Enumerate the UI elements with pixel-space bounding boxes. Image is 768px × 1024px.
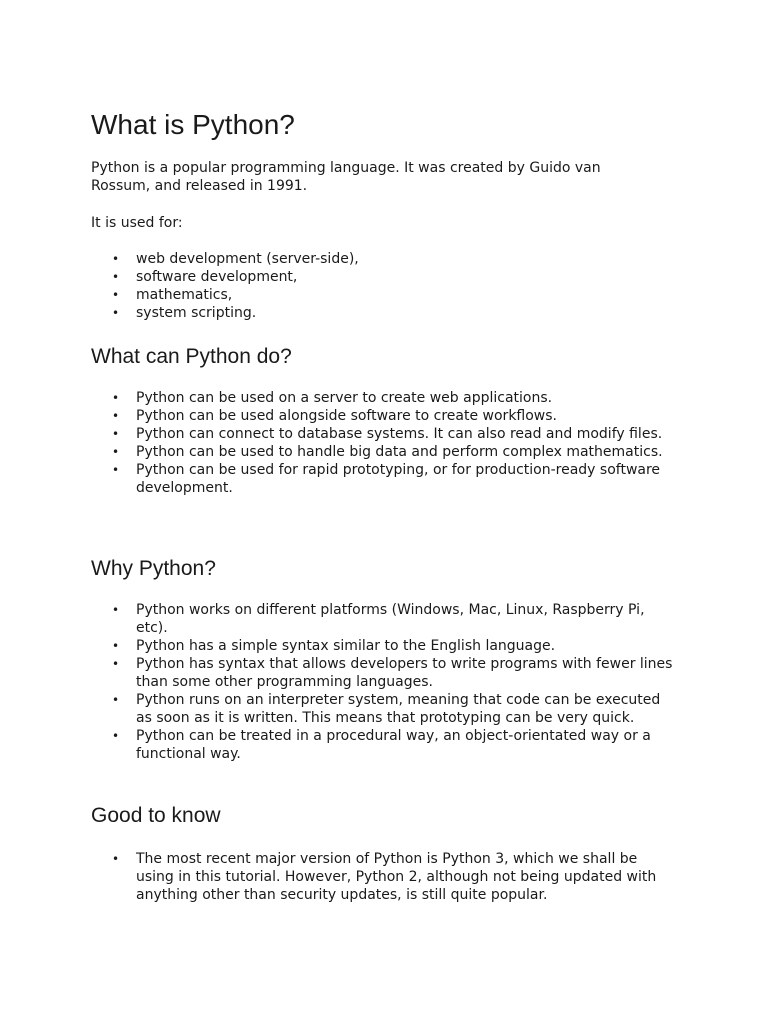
- section-heading-good-to-know: Good to know: [91, 804, 221, 827]
- list-item-text: mathematics,: [136, 287, 233, 303]
- list-item-text: The most recent major version of Python is Python 3, which we shall be using in this tutorial. However, Python 2, although not being updated with anything other than security updates, is still quite popular.: [136, 851, 657, 903]
- list-item-text: Python has syntax that allows developers to write programs with fewer lines than some other programming languages.: [136, 656, 673, 690]
- bullet-icon: •: [112, 270, 120, 284]
- can-do-list: [91, 389, 691, 497]
- list-item: [91, 425, 676, 443]
- list-item-text: software development,: [136, 269, 298, 285]
- list-item-text: Python can be used to handle big data and perform complex mathematics.: [136, 444, 663, 460]
- bullet-icon: •: [112, 409, 120, 423]
- used-for-label: It is used for:: [91, 215, 183, 231]
- bullet-icon: •: [112, 729, 120, 743]
- list-item-text: Python can be used for rapid prototyping, or for production-ready software development.: [136, 462, 661, 496]
- list-item: [91, 443, 676, 461]
- list-item-text: Python can be used on a server to create web applications.: [136, 390, 553, 406]
- intro-paragraph: Python is a popular programming language. It was created by Guido van Rossum, and released in 1991.: [91, 160, 601, 194]
- bullet-icon: •: [112, 603, 120, 617]
- list-item-text: web development (server-side),: [136, 251, 359, 267]
- page-title: What is Python?: [91, 109, 295, 140]
- list-item: [91, 286, 676, 304]
- list-item: [91, 601, 676, 637]
- bullet-icon: •: [112, 639, 120, 653]
- list-item-text: Python has a simple syntax similar to the English language.: [136, 638, 556, 654]
- bullet-icon: •: [112, 288, 120, 302]
- list-item: [91, 250, 676, 268]
- section-heading-why: Why Python?: [91, 557, 216, 580]
- why-list: [91, 601, 691, 763]
- list-item-text: system scripting.: [136, 305, 257, 321]
- list-item: [91, 268, 676, 286]
- list-item-text: Python can be treated in a procedural way, an object-orientated way or a functional way.: [136, 728, 651, 762]
- good-to-know-list: [91, 850, 691, 904]
- bullet-icon: •: [112, 306, 120, 320]
- list-item: [91, 637, 676, 655]
- list-item: [91, 304, 676, 322]
- list-item: [91, 727, 676, 763]
- list-item: [91, 691, 676, 727]
- bullet-icon: •: [112, 252, 120, 266]
- list-item: [91, 655, 676, 691]
- list-item-text: Python can be used alongside software to create workflows.: [136, 408, 557, 424]
- bullet-icon: •: [112, 852, 120, 866]
- used-for-list: [91, 250, 691, 322]
- bullet-icon: •: [112, 427, 120, 441]
- list-item: [91, 389, 676, 407]
- bullet-icon: •: [112, 657, 120, 671]
- bullet-icon: •: [112, 693, 120, 707]
- list-item-text: Python can connect to database systems. It can also read and modify files.: [136, 426, 663, 442]
- list-item: [91, 407, 676, 425]
- bullet-icon: •: [112, 463, 120, 477]
- list-item-text: Python runs on an interpreter system, meaning that code can be executed as soon as it is written. This means that prototyping can be very quick.: [136, 692, 661, 726]
- list-item-text: Python works on different platforms (Windows, Mac, Linux, Raspberry Pi, etc).: [136, 602, 645, 636]
- list-item: [91, 850, 676, 904]
- bullet-icon: •: [112, 445, 120, 459]
- list-item: [91, 461, 676, 497]
- bullet-icon: •: [112, 391, 120, 405]
- section-heading-can-do: What can Python do?: [91, 345, 292, 368]
